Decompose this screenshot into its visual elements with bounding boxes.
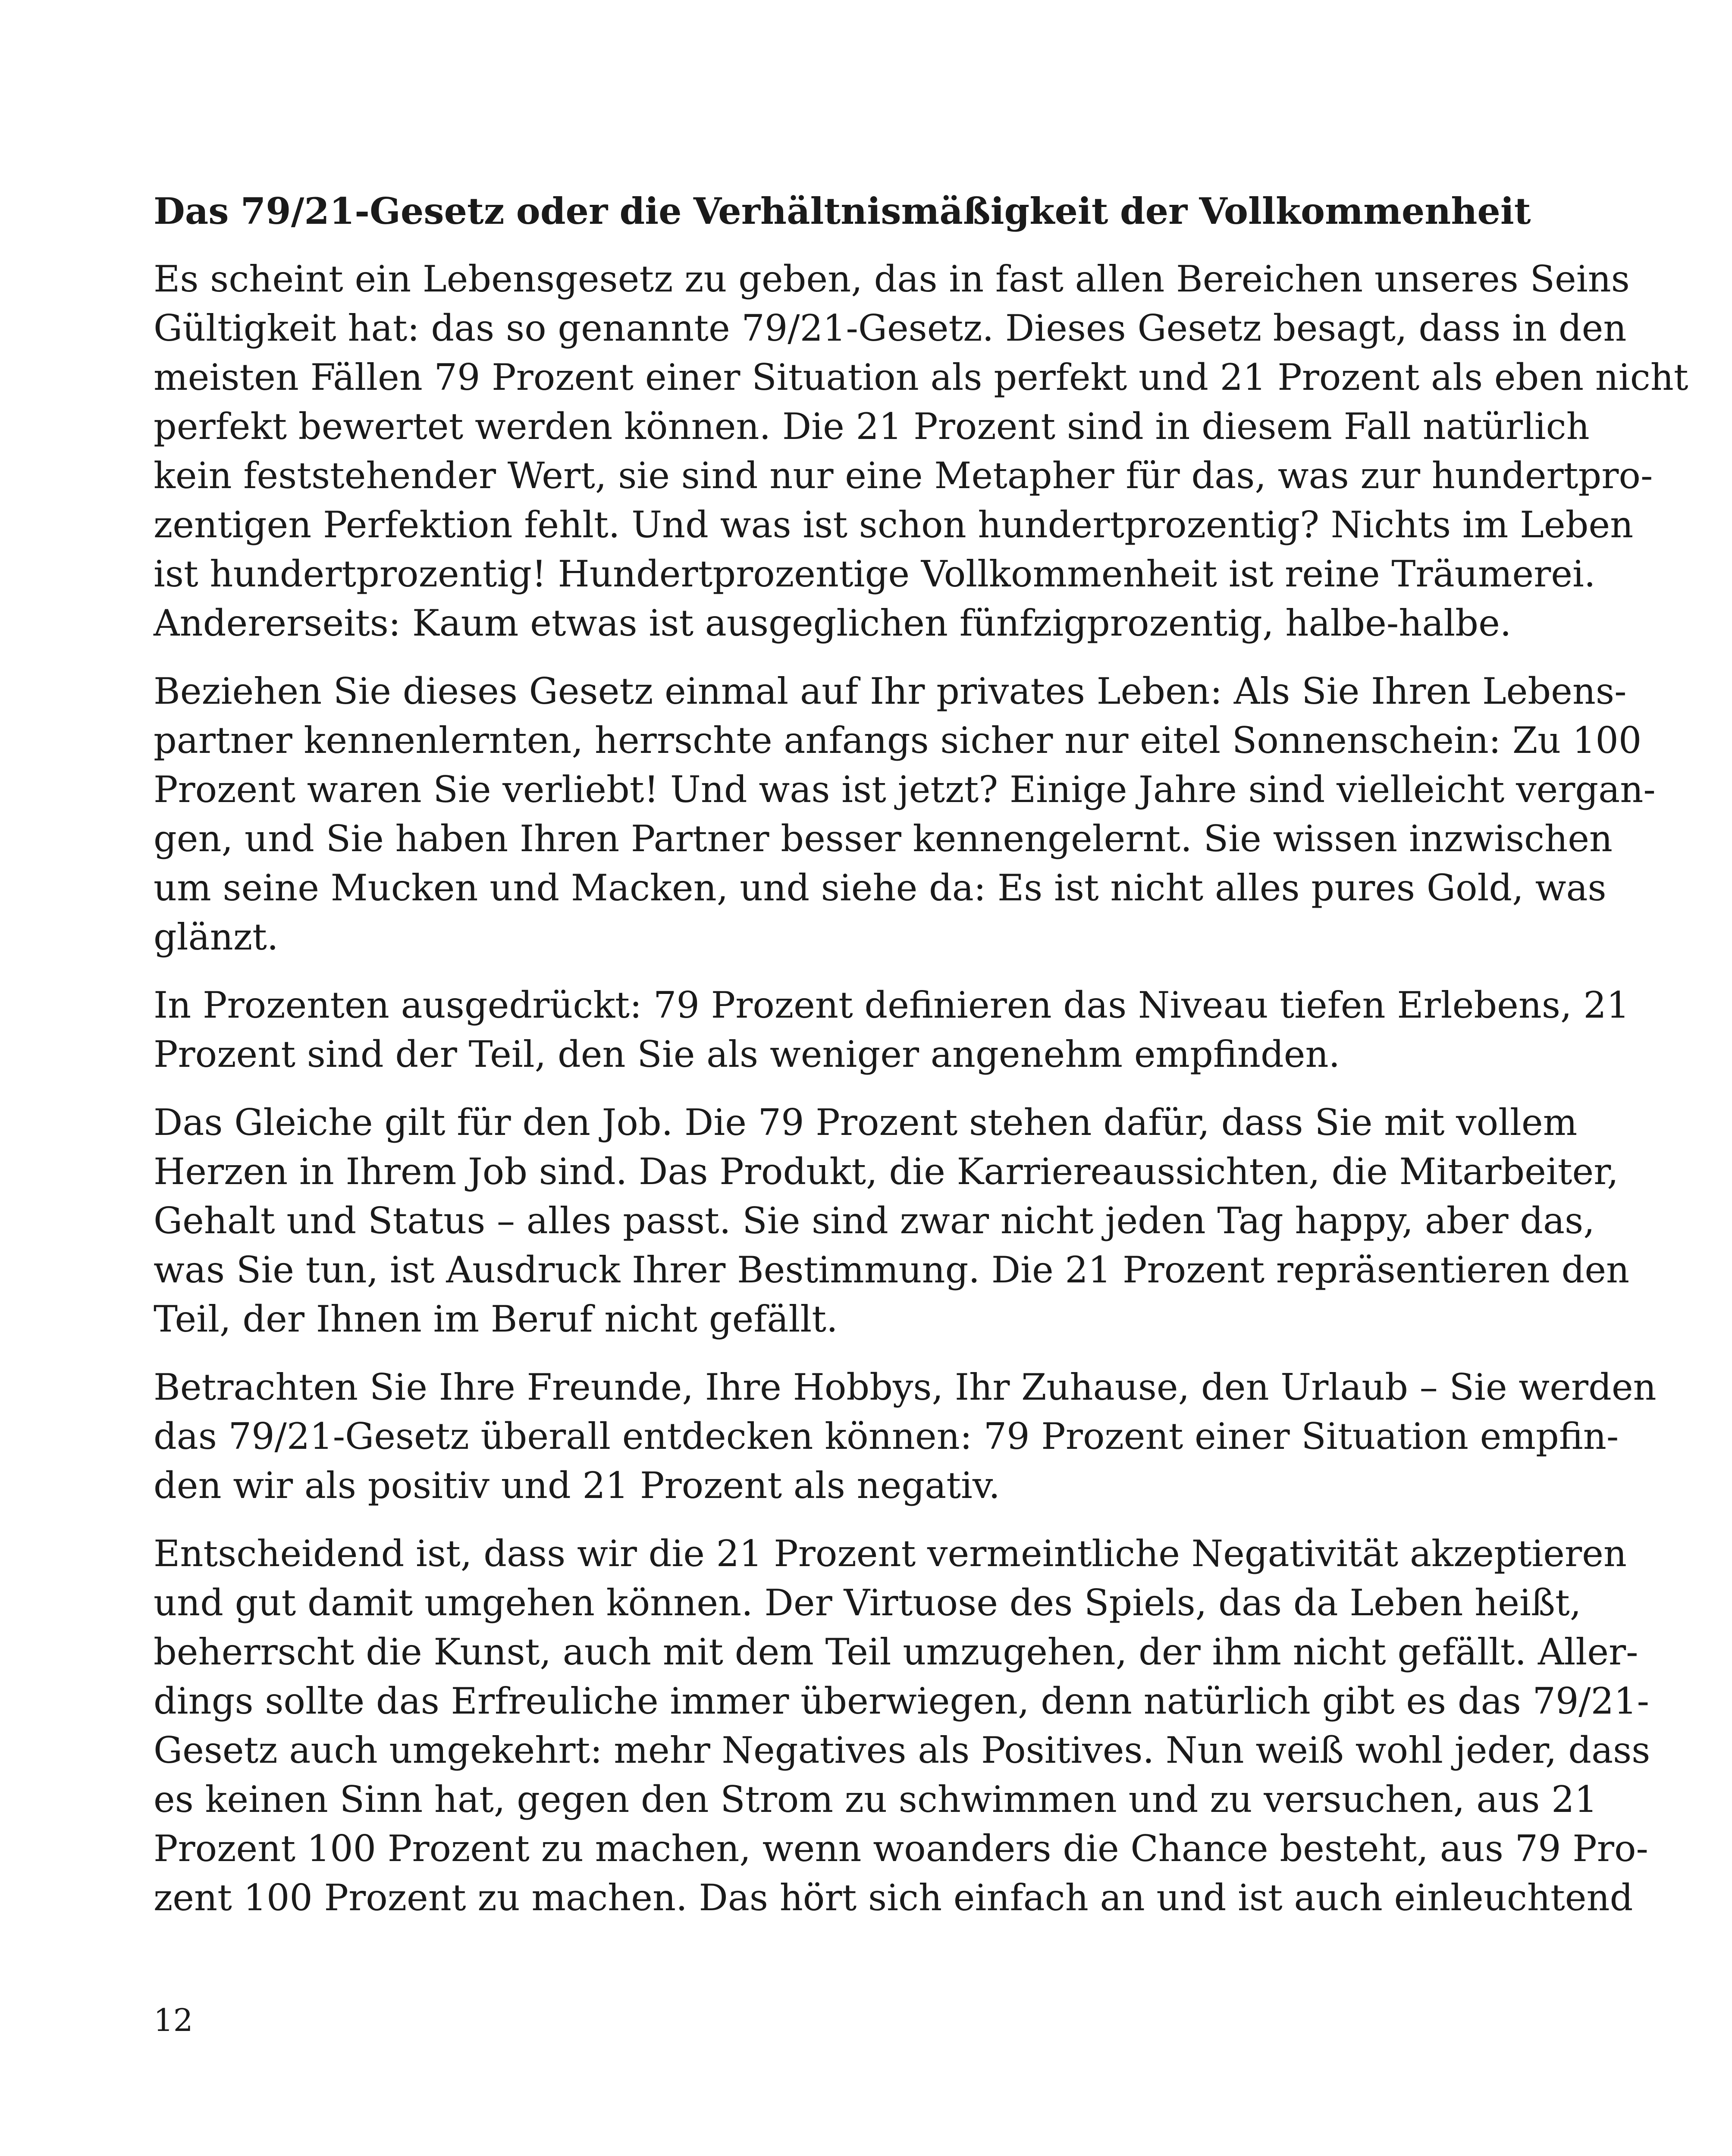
text-line: Prozent waren Sie verliebt! Und was ist jetzt? Einige Jahre sind vielleicht vergan- — [154, 768, 1656, 811]
text-line: Beziehen Sie dieses Gesetz einmal auf Ihr privates Leben: Als Sie Ihren Lebens- — [154, 670, 1627, 712]
paragraph — [154, 1098, 1630, 1344]
text-line: Teil, der Ihnen im Beruf nicht gefällt. — [154, 1298, 838, 1340]
text-line: beherrscht die Kunst, auch mit dem Teil umzugehen, der ihm nicht gefällt. Aller- — [154, 1631, 1638, 1673]
text-line: Prozent 100 Prozent zu machen, wenn woanders die Chance besteht, aus 79 Pro- — [154, 1827, 1648, 1870]
text-line: was Sie tun, ist Ausdruck Ihrer Bestimmung. Die 21 Prozent repräsentieren den — [154, 1249, 1630, 1291]
text-line: ist hundertprozentig! Hundertprozentige Vollkommenheit ist reine Träumerei. — [154, 553, 1596, 595]
paragraph — [154, 1363, 1657, 1510]
text-line: Das Gleiche gilt für den Job. Die 79 Prozent stehen dafür, dass Sie mit vollem — [154, 1101, 1578, 1144]
text-line: um seine Mucken und Macken, und siehe da: Es ist nicht alles pures Gold, was — [154, 867, 1606, 909]
paragraph — [154, 1529, 1650, 1922]
text-line: Gehalt und Status – alles passt. Sie sind zwar nicht jeden Tag happy, aber das, — [154, 1200, 1595, 1242]
text-line: zent 100 Prozent zu machen. Das hört sich einfach an und ist auch einleuchtend — [154, 1877, 1633, 1919]
text-line: Es scheint ein Lebensgesetz zu geben, das in fast allen Bereichen unseres Seins — [154, 258, 1630, 300]
page-number: 12 — [154, 2002, 193, 2038]
text-line: Herzen in Ihrem Job sind. Das Produkt, die Karriereaussichten, die Mitarbeiter, — [154, 1150, 1619, 1193]
page-body — [154, 185, 1688, 1941]
text-line: Betrachten Sie Ihre Freunde, Ihre Hobbys, Ihr Zuhause, den Urlaub – Sie werden — [154, 1366, 1657, 1408]
section-heading: Das 79/21-Gesetz oder die Verhältnismäßigkeit der Vollkommenheit — [154, 190, 1531, 232]
text-line: den wir als positiv und 21 Prozent als negativ. — [154, 1464, 1001, 1507]
text-line: Gesetz auch umgekehrt: mehr Negatives als Positives. Nun weiß wohl jeder, dass — [154, 1729, 1650, 1771]
text-line: Prozent sind der Teil, den Sie als weniger angenehm empfinden. — [154, 1033, 1340, 1075]
paragraph — [154, 254, 1688, 648]
text-line: perfekt bewertet werden können. Die 21 Prozent sind in diesem Fall natürlich — [154, 405, 1590, 448]
text-line: und gut damit umgehen können. Der Virtuose des Spiels, das da Leben heißt, — [154, 1582, 1581, 1624]
paragraph-container — [154, 254, 1688, 1922]
text-line: In Prozenten ausgedrückt: 79 Prozent definieren das Niveau tiefen Erlebens, 21 — [154, 984, 1630, 1026]
paragraph — [154, 981, 1630, 1079]
text-line: es keinen Sinn hat, gegen den Strom zu schwimmen und zu versuchen, aus 21 — [154, 1778, 1598, 1821]
text-line: das 79/21-Gesetz überall entdecken können: 79 Prozent einer Situation empfin- — [154, 1415, 1619, 1457]
paragraph — [154, 667, 1656, 962]
text-line: kein feststehender Wert, sie sind nur eine Metapher für das, was zur hundertpro- — [154, 454, 1653, 497]
text-line: glänzt. — [154, 916, 279, 958]
text-line: gen, und Sie haben Ihren Partner besser kennengelernt. Sie wissen inzwischen — [154, 818, 1613, 860]
text-line: Gültigkeit hat: das so genannte 79/21-Gesetz. Dieses Gesetz besagt, dass in den — [154, 307, 1627, 349]
text-line: Andererseits: Kaum etwas ist ausgeglichen fünfzigprozentig, halbe-halbe. — [154, 602, 1512, 644]
text-line: zentigen Perfektion fehlt. Und was ist schon hundertprozentig? Nichts im Leben — [154, 504, 1634, 546]
text-line: Entscheidend ist, dass wir die 21 Prozent vermeintliche Negativität akzeptieren — [154, 1532, 1627, 1575]
text-line: partner kennenlernten, herrschte anfangs sicher nur eitel Sonnenschein: Zu 100 — [154, 719, 1642, 761]
text-line: meisten Fällen 79 Prozent einer Situation als perfekt und 21 Prozent als eben nicht — [154, 356, 1688, 398]
text-line: dings sollte das Erfreuliche immer überwiegen, denn natürlich gibt es das 79/21- — [154, 1680, 1649, 1722]
